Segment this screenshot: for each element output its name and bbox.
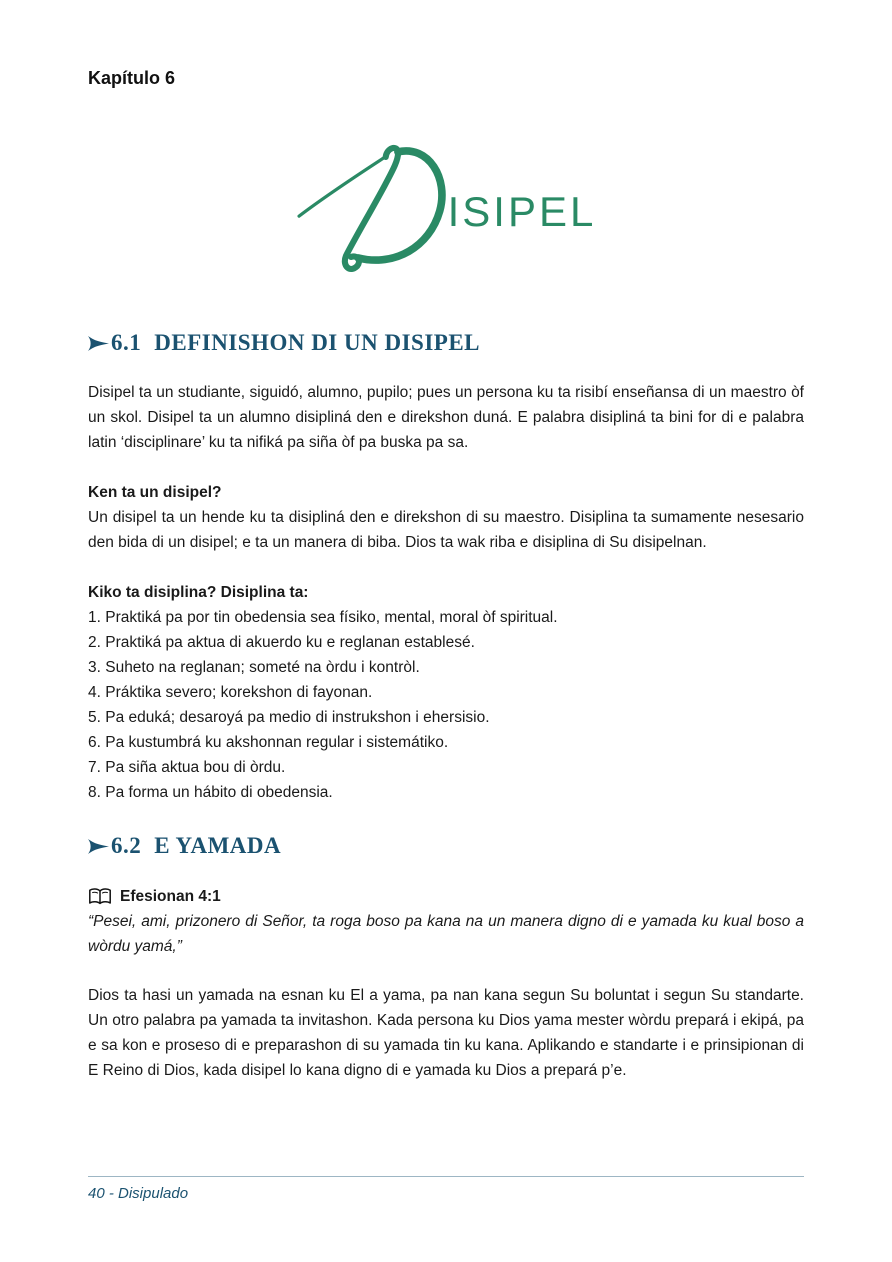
subheading-kiko-ta-disiplina: Kiko ta disiplina? Disiplina ta: (88, 584, 309, 601)
section-arrow-icon (88, 335, 109, 352)
chapter-logo (88, 140, 804, 280)
scripture-quote: “Pesei, ami, prizonero di Señor, ta roga boso pa kana na un manera digno di e yamada ku kual boso a wòrdu yamá,” (88, 913, 804, 955)
open-book-icon (88, 887, 112, 906)
paragraph-ken-ta-un-disipel: Un disipel ta un hende ku ta disipliná den e direkshon di su maestro. Disiplina ta sumamente nesesario den bida di un disipel; e ta un manera di biba. Dios ta wak riba e disiplina di Su disipelnan. (88, 509, 804, 551)
section-title: E YAMADA (154, 833, 282, 858)
discipline-definition-list (88, 605, 804, 805)
page-footer (88, 1176, 804, 1203)
list-item: 3. Suheto na reglanan; someté na òrdu i kontròl. (88, 659, 420, 676)
paragraph-yamada: Dios ta hasi un yamada na esnan ku El a yama, pa nan kana segun Su boluntat i segun Su standarte. Un otro palabra pa yamada ta invitashon. Kada persona ku Dios yama mester wòrdu prepará i ekipá, pa e sa kon e proseso di e preparashon di su yamada tin ku kana. Aplikando e standarte i e prinsipionan di E Reino di Dios, kada disipel lo kana digno di e yamada ku Dios a prepará p’e. (88, 987, 804, 1079)
list-item: 4. Práktika severo; korekshon di fayonan. (88, 684, 373, 701)
section-heading-6-1 (88, 330, 804, 356)
section-arrow-icon (88, 838, 109, 855)
section-number: 6.1 (111, 330, 142, 355)
subheading-ken-ta-un-disipel: Ken ta un disipel? (88, 484, 222, 501)
list-item: 5. Pa eduká; desaroyá pa medio di instrukshon i ehersisio. (88, 709, 490, 726)
list-item: 7. Pa siña aktua bou di òrdu. (88, 759, 286, 776)
section-title: DEFINISHON DI UN DISIPEL (154, 330, 481, 355)
logo-word-rest: ISIPEL (447, 188, 597, 235)
chapter-label: Kapítulo 6 (88, 68, 176, 88)
section-number: 6.2 (111, 833, 142, 858)
list-item: 1. Praktiká pa por tin obedensia sea físiko, mental, moral òf spiritual. (88, 609, 558, 626)
list-item: 6. Pa kustumbrá ku akshonnan regular i sistemátiko. (88, 734, 449, 751)
paragraph-definition: Disipel ta un studiante, siguidó, alumno, pupilo; pues un persona ku ta risibí enseñansa di un maestro òf un skol. Disipel ta un alumno disipliná den e direkshon duná. E palabra disipliná ta bini for di e palabra latin ‘disciplinare’ ku ta nifiká pa siña òf pa buska pa sa. (88, 384, 804, 451)
scripture-reference (88, 884, 804, 909)
section-heading-6-2 (88, 833, 804, 859)
script-letter-d-icon (296, 142, 454, 278)
list-item: 2. Praktiká pa aktua di akuerdo ku e reglanan establesé. (88, 634, 475, 651)
scripture-reference-label: Efesionan 4:1 (120, 888, 221, 905)
list-item: 8. Pa forma un hábito di obedensia. (88, 784, 333, 801)
page-number-label: 40 - Disipulado (88, 1185, 189, 1202)
